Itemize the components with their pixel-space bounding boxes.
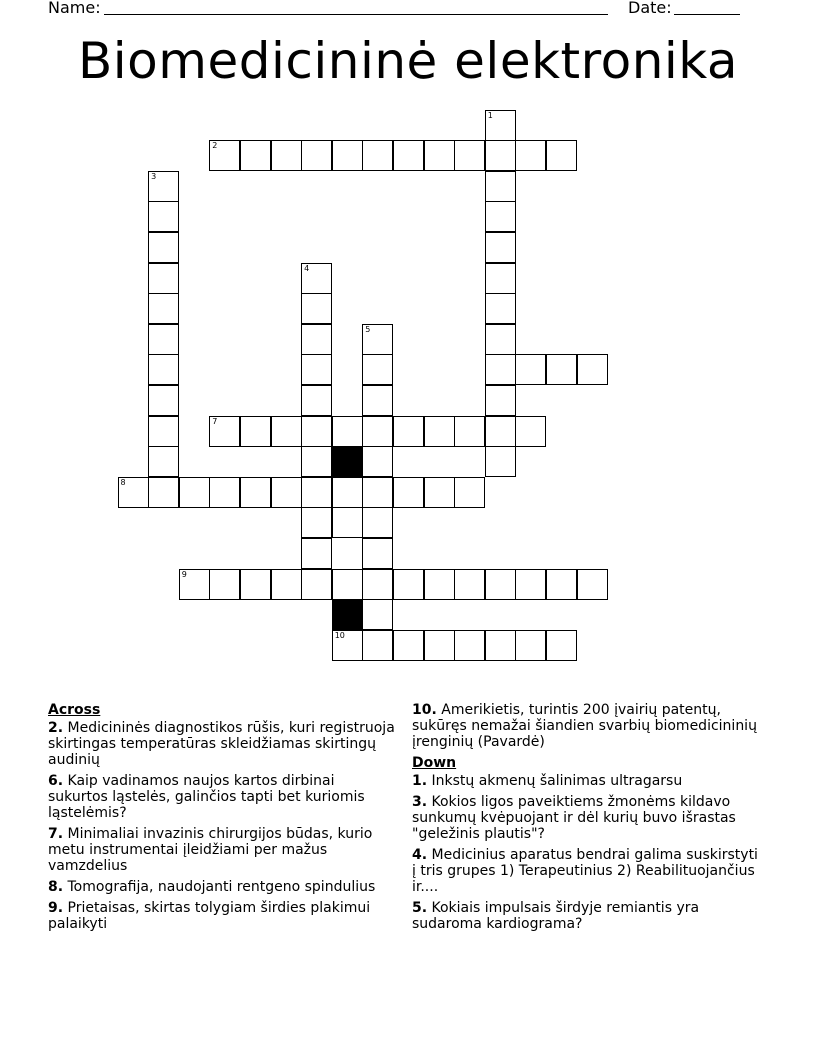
grid-cell[interactable]: [332, 477, 363, 508]
clue-item-number: 3.: [412, 794, 428, 810]
grid-cell[interactable]: [148, 232, 179, 263]
grid-cell[interactable]: [362, 538, 393, 569]
grid-cell[interactable]: [332, 507, 363, 538]
grid-cell[interactable]: [271, 477, 302, 508]
grid-cell[interactable]: [485, 416, 516, 447]
grid-cell[interactable]: [362, 140, 393, 171]
grid-cell[interactable]: [301, 385, 332, 416]
black-cell: [332, 446, 363, 477]
grid-cell[interactable]: [515, 569, 546, 600]
grid-cell[interactable]: [301, 538, 332, 569]
grid-cell[interactable]: [148, 354, 179, 385]
clue-item-text: Amerikietis, turintis 200 įvairių patentų, sukūręs nemažai šiandien svarbių biomedicininių įrenginių (Pavardė): [412, 702, 757, 750]
puzzle-title: Biomedicininė elektronika: [77, 32, 738, 90]
grid-cell[interactable]: [393, 630, 424, 661]
grid-cell[interactable]: [485, 446, 516, 477]
grid-cell[interactable]: [362, 507, 393, 538]
clue-item-text: Tomografija, naudojanti rentgeno spindulius: [63, 879, 376, 895]
clue-item: [412, 794, 764, 842]
grid-cell[interactable]: [485, 385, 516, 416]
grid-cell[interactable]: [393, 477, 424, 508]
clue-item: [412, 702, 764, 750]
grid-cell[interactable]: [515, 354, 546, 385]
grid-cell[interactable]: [485, 201, 516, 232]
grid-cell[interactable]: [179, 477, 210, 508]
clue-item-text: Minimaliai invazinis chirurgijos būdas, kurio metu instrumentai įleidžiami per mažus vamzdelius: [48, 826, 373, 874]
grid-cell[interactable]: [301, 263, 332, 294]
grid-cell[interactable]: [485, 171, 516, 202]
grid-cell[interactable]: [148, 201, 179, 232]
grid-cell[interactable]: [148, 263, 179, 294]
date-label: Date:: [628, 0, 672, 17]
grid-cell[interactable]: [485, 263, 516, 294]
clue-item-number: 5.: [412, 900, 428, 916]
grid-cell[interactable]: [485, 232, 516, 263]
clue-item-text: Kokiais impulsais širdyje remiantis yra sudaroma kardiograma?: [412, 900, 700, 932]
grid-cell[interactable]: [485, 354, 516, 385]
grid-cell[interactable]: [485, 630, 516, 661]
grid-cell[interactable]: [362, 569, 393, 600]
grid-cell[interactable]: [271, 416, 302, 447]
grid-cell[interactable]: [118, 477, 149, 508]
grid-cell[interactable]: [362, 477, 393, 508]
grid-cell[interactable]: [515, 140, 546, 171]
clue-number: 4: [304, 263, 310, 273]
grid-cell[interactable]: [301, 140, 332, 171]
grid-cell[interactable]: [362, 385, 393, 416]
grid-cell[interactable]: [301, 324, 332, 355]
grid-cell[interactable]: [546, 140, 577, 171]
clue-item-text: Prietaisas, skirtas tolygiam širdies plakimui palaikyti: [48, 900, 371, 932]
grid-cell[interactable]: [301, 354, 332, 385]
clue-item: [48, 720, 398, 768]
clue-item: [48, 826, 398, 874]
grid-cell[interactable]: [148, 385, 179, 416]
clue-number: 8: [120, 477, 126, 487]
grid-cell[interactable]: [301, 446, 332, 477]
clue-item-number: 1.: [412, 773, 428, 789]
clue-item: [48, 773, 398, 821]
black-cell: [332, 599, 363, 630]
grid-cell[interactable]: [148, 446, 179, 477]
grid-cell[interactable]: [424, 416, 455, 447]
clue-number: 5: [365, 324, 371, 334]
grid-cell[interactable]: [393, 140, 424, 171]
clue-item: [48, 900, 398, 932]
grid-cell[interactable]: [577, 354, 608, 385]
across-heading: Across: [48, 702, 101, 718]
grid-cell[interactable]: [271, 140, 302, 171]
clue-item-text: Medicinius aparatus bendrai galima suskirstyti į tris grupes 1) Terapeutinius 2) Reabilituojančius ir....: [412, 847, 758, 895]
clue-item-text: Inkstų akmenų šalinimas ultragarsu: [427, 773, 683, 789]
clue-item-text: Kokios ligos paveiktiems žmonėms kildavo sunkumų kvėpuojant ir dėl kurių buvo išrastas "geležinis plautis"?: [412, 794, 736, 842]
grid-cell[interactable]: [179, 569, 210, 600]
across-clue-list-continued: [412, 702, 764, 750]
clue-item-text: Medicininės diagnostikos rūšis, kuri registruoja skirtingas temperatūras skleidžiamas skirtingų audinių: [48, 720, 395, 768]
grid-cell[interactable]: [362, 324, 393, 355]
grid-cell[interactable]: [546, 630, 577, 661]
grid-cell[interactable]: [332, 140, 363, 171]
grid-cell[interactable]: [485, 140, 516, 171]
grid-cell[interactable]: [209, 477, 240, 508]
grid-cell[interactable]: [424, 630, 455, 661]
clues-right-column: [412, 702, 764, 937]
grid-cell[interactable]: [454, 416, 485, 447]
grid-cell[interactable]: [424, 477, 455, 508]
grid-cell[interactable]: [485, 569, 516, 600]
grid-cell[interactable]: [209, 140, 240, 171]
grid-cell[interactable]: [148, 477, 179, 508]
grid-cell[interactable]: [485, 110, 516, 141]
grid-cell[interactable]: [332, 630, 363, 661]
grid-cell[interactable]: [148, 293, 179, 324]
across-clue-list: [48, 720, 398, 932]
clue-item-number: 6.: [48, 773, 64, 789]
grid-cell[interactable]: [301, 477, 332, 508]
clue-item-number: 4.: [412, 847, 428, 863]
grid-cell[interactable]: [454, 569, 485, 600]
clue-number: 10: [334, 630, 345, 640]
grid-cell[interactable]: [301, 569, 332, 600]
grid-cell[interactable]: [485, 293, 516, 324]
grid-cell[interactable]: [148, 171, 179, 202]
down-heading: Down: [412, 755, 457, 771]
grid-cell[interactable]: [240, 477, 271, 508]
clue-number: 2: [212, 141, 218, 151]
grid-cell[interactable]: [362, 630, 393, 661]
clue-item-number: 9.: [48, 900, 64, 916]
down-clue-list: [412, 773, 764, 932]
clue-item-number: 10.: [412, 702, 437, 718]
grid-cell[interactable]: [301, 293, 332, 324]
grid-cell[interactable]: [362, 446, 393, 477]
grid-cell[interactable]: [577, 569, 608, 600]
grid-cell[interactable]: [393, 569, 424, 600]
clue-item: [412, 773, 764, 789]
clue-number: 9: [181, 569, 187, 579]
grid-cell[interactable]: [271, 569, 302, 600]
clue-item-number: 8.: [48, 879, 64, 895]
grid-cell[interactable]: [209, 569, 240, 600]
clue-item: [48, 879, 398, 895]
grid-cell[interactable]: [301, 416, 332, 447]
grid-cell[interactable]: [362, 354, 393, 385]
grid-cell[interactable]: [209, 416, 240, 447]
grid-cell[interactable]: [301, 507, 332, 538]
clue-item-text: Kaip vadinamos naujos kartos dirbinai sukurtos ląstelės, galinčios tapti bet kuriomis ląstelėmis?: [48, 773, 365, 821]
grid-cell[interactable]: [546, 569, 577, 600]
grid-cell[interactable]: [454, 477, 485, 508]
grid-cell[interactable]: [332, 569, 363, 600]
clue-item: [412, 900, 764, 932]
clue-item-number: 7.: [48, 826, 64, 842]
grid-cell[interactable]: [240, 416, 271, 447]
grid-cell[interactable]: [424, 569, 455, 600]
clues-left-column: [48, 702, 398, 937]
clue-item-number: 2.: [48, 720, 64, 736]
grid-cell[interactable]: [240, 569, 271, 600]
grid-cell[interactable]: [362, 416, 393, 447]
grid-cell[interactable]: [546, 354, 577, 385]
grid-cell[interactable]: [485, 324, 516, 355]
grid-cell[interactable]: [515, 416, 546, 447]
name-label: Name:: [48, 0, 101, 17]
clue-item: [412, 847, 764, 895]
grid-cell[interactable]: [148, 416, 179, 447]
grid-cell[interactable]: [454, 630, 485, 661]
grid-cell[interactable]: [362, 599, 393, 630]
clue-number: 3: [151, 171, 157, 181]
grid-cell[interactable]: [424, 140, 455, 171]
grid-cell[interactable]: [332, 416, 363, 447]
grid-cell[interactable]: [515, 630, 546, 661]
clue-number: 1: [487, 110, 493, 120]
grid-cell[interactable]: [393, 416, 424, 447]
grid-cell[interactable]: [240, 140, 271, 171]
clue-number: 7: [212, 416, 218, 426]
grid-cell[interactable]: [454, 140, 485, 171]
grid-cell[interactable]: [148, 324, 179, 355]
